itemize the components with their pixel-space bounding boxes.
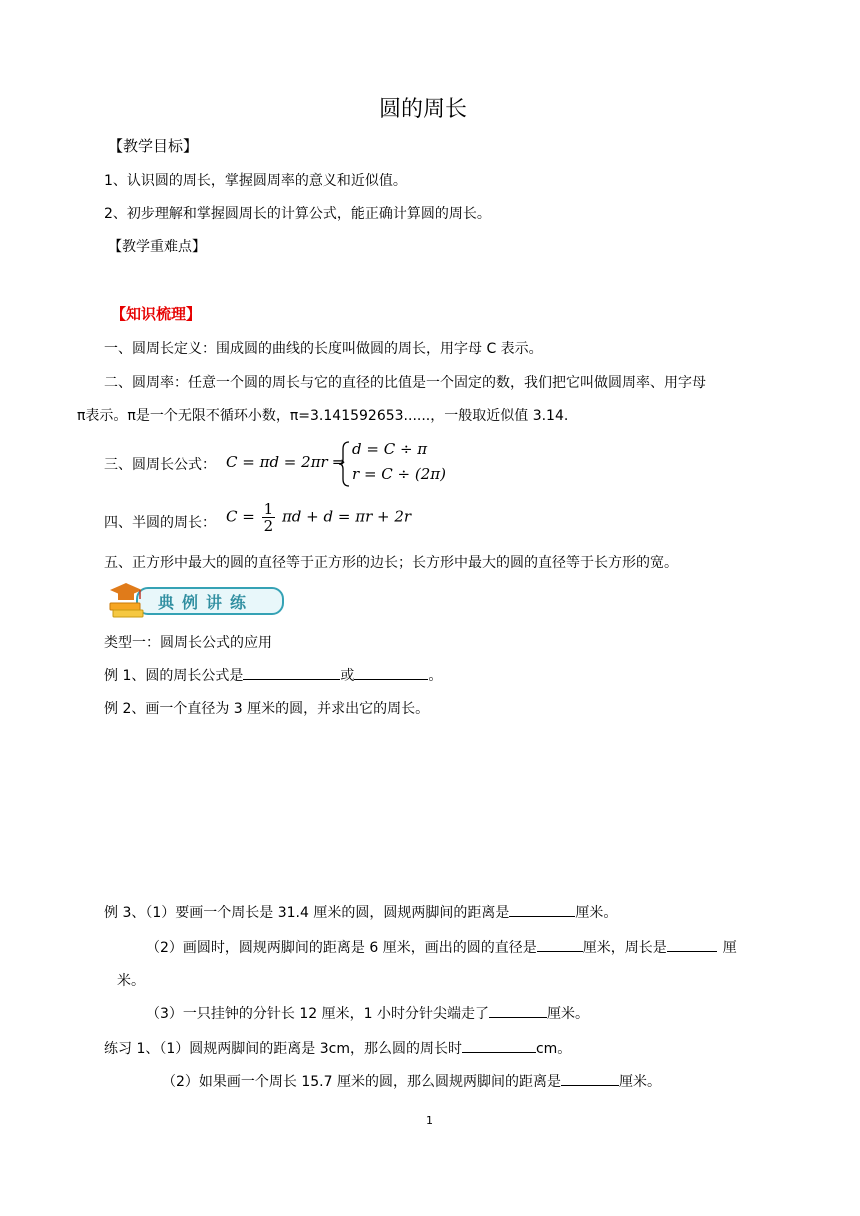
- banner-title: 典例讲练: [158, 593, 255, 612]
- answer-blank[interactable]: [462, 1039, 536, 1053]
- practice-1-part-1: [104, 1038, 571, 1058]
- knowledge-item-2-line2: π表示。π是一个无限不循环小数，π=3.141592653......，一般取近似值 3.14.: [77, 408, 569, 424]
- example-3-1-text: 例 3、（1）要画一个周长是 31.4 厘米的圆，圆规两脚间的距离是: [104, 905, 510, 921]
- fraction-denominator: 2: [263, 517, 274, 535]
- page-number: 1: [426, 1114, 433, 1127]
- example-3-3-unit: 厘米。: [546, 1006, 589, 1022]
- answer-blank[interactable]: [537, 938, 583, 952]
- example-3-part-1: [104, 902, 617, 922]
- example-3-part-2-wrap: 米。: [117, 973, 145, 989]
- example-3-3-text: （3）一只挂钟的分针长 12 厘米，1 小时分针尖端走了: [146, 1006, 489, 1022]
- knowledge-item-1: 一、圆周长定义：围成圆的曲线的长度叫做圆的周长，用字母 C 表示。: [104, 341, 543, 357]
- example-3-part-2: [146, 937, 737, 957]
- example-3-2-mid: 厘米，周长是: [582, 940, 667, 956]
- practice-1-2-unit: 厘米。: [618, 1074, 661, 1090]
- examples-banner: [106, 579, 284, 621]
- formula-case-diameter: d = C ÷ π: [352, 440, 428, 458]
- formula-c: C =: [226, 507, 255, 526]
- answer-blank[interactable]: [243, 666, 340, 680]
- books-icon: [106, 579, 150, 621]
- example-1-or: 或: [340, 668, 355, 684]
- page-title: 圆的周长: [379, 97, 468, 122]
- example-1: [104, 665, 442, 685]
- example-1-end: 。: [428, 668, 443, 684]
- example-3-1-unit: 厘米。: [575, 905, 618, 921]
- knowledge-item-5: 五、正方形中最大的圆的直径等于正方形的边长；长方形中最大的圆的直径等于长方形的宽。: [104, 555, 678, 571]
- answer-blank[interactable]: [561, 1072, 619, 1086]
- knowledge-item-3-label: 三、圆周长公式：: [104, 457, 216, 473]
- difficulty-heading: 【教学重难点】: [108, 239, 206, 255]
- practice-1-2-text: （2）如果画一个周长 15.7 厘米的圆，那么圆规两脚间的距离是: [162, 1074, 561, 1090]
- example-3-2-text: （2）画圆时，圆规两脚间的距离是 6 厘米，画出的圆的直径是: [146, 940, 537, 956]
- answer-blank[interactable]: [509, 903, 575, 917]
- objective-item: 1、认识圆的周长，掌握圆周率的意义和近似值。: [104, 173, 407, 189]
- semicircle-formula: [226, 501, 411, 534]
- objective-item: 2、初步理解和掌握圆周长的计算公式，能正确计算圆的周长。: [104, 206, 491, 222]
- answer-blank[interactable]: [489, 1004, 547, 1018]
- formula-case-radius: r = C ÷ (2π): [352, 465, 446, 483]
- practice-1-1-unit: cm。: [535, 1041, 572, 1057]
- brace-icon: [338, 441, 350, 487]
- fraction-half: [262, 501, 276, 534]
- answer-blank[interactable]: [667, 938, 717, 952]
- objectives-heading: 【教学目标】: [108, 137, 199, 155]
- example-3-2-unit: 厘: [722, 940, 737, 956]
- formula-rest: πd + d = πr + 2r: [281, 507, 412, 526]
- practice-1-part-2: [162, 1071, 661, 1091]
- example-1-text: 例 1、圆的周长公式是: [104, 668, 244, 684]
- practice-1-1-text: 练习 1、（1）圆规两脚间的距离是 3cm，那么圆的周长时: [104, 1041, 462, 1057]
- answer-blank[interactable]: [354, 666, 428, 680]
- knowledge-item-4-label: 四、半圆的周长：: [104, 515, 216, 531]
- knowledge-heading: 【知识梳理】: [111, 305, 202, 323]
- knowledge-item-2-line1: 二、圆周率：任意一个圆的周长与它的直径的比值是一个固定的数，我们把它叫做圆周率、用字母: [104, 375, 706, 391]
- circumference-formula: C = πd = 2πr ⇒: [226, 453, 346, 471]
- fraction-numerator: 1: [263, 500, 274, 518]
- example-3-part-3: [146, 1003, 589, 1023]
- example-2: 例 2、画一个直径为 3 厘米的圆，并求出它的周长。: [104, 701, 430, 717]
- type-heading: 类型一：圆周长公式的应用: [104, 635, 272, 651]
